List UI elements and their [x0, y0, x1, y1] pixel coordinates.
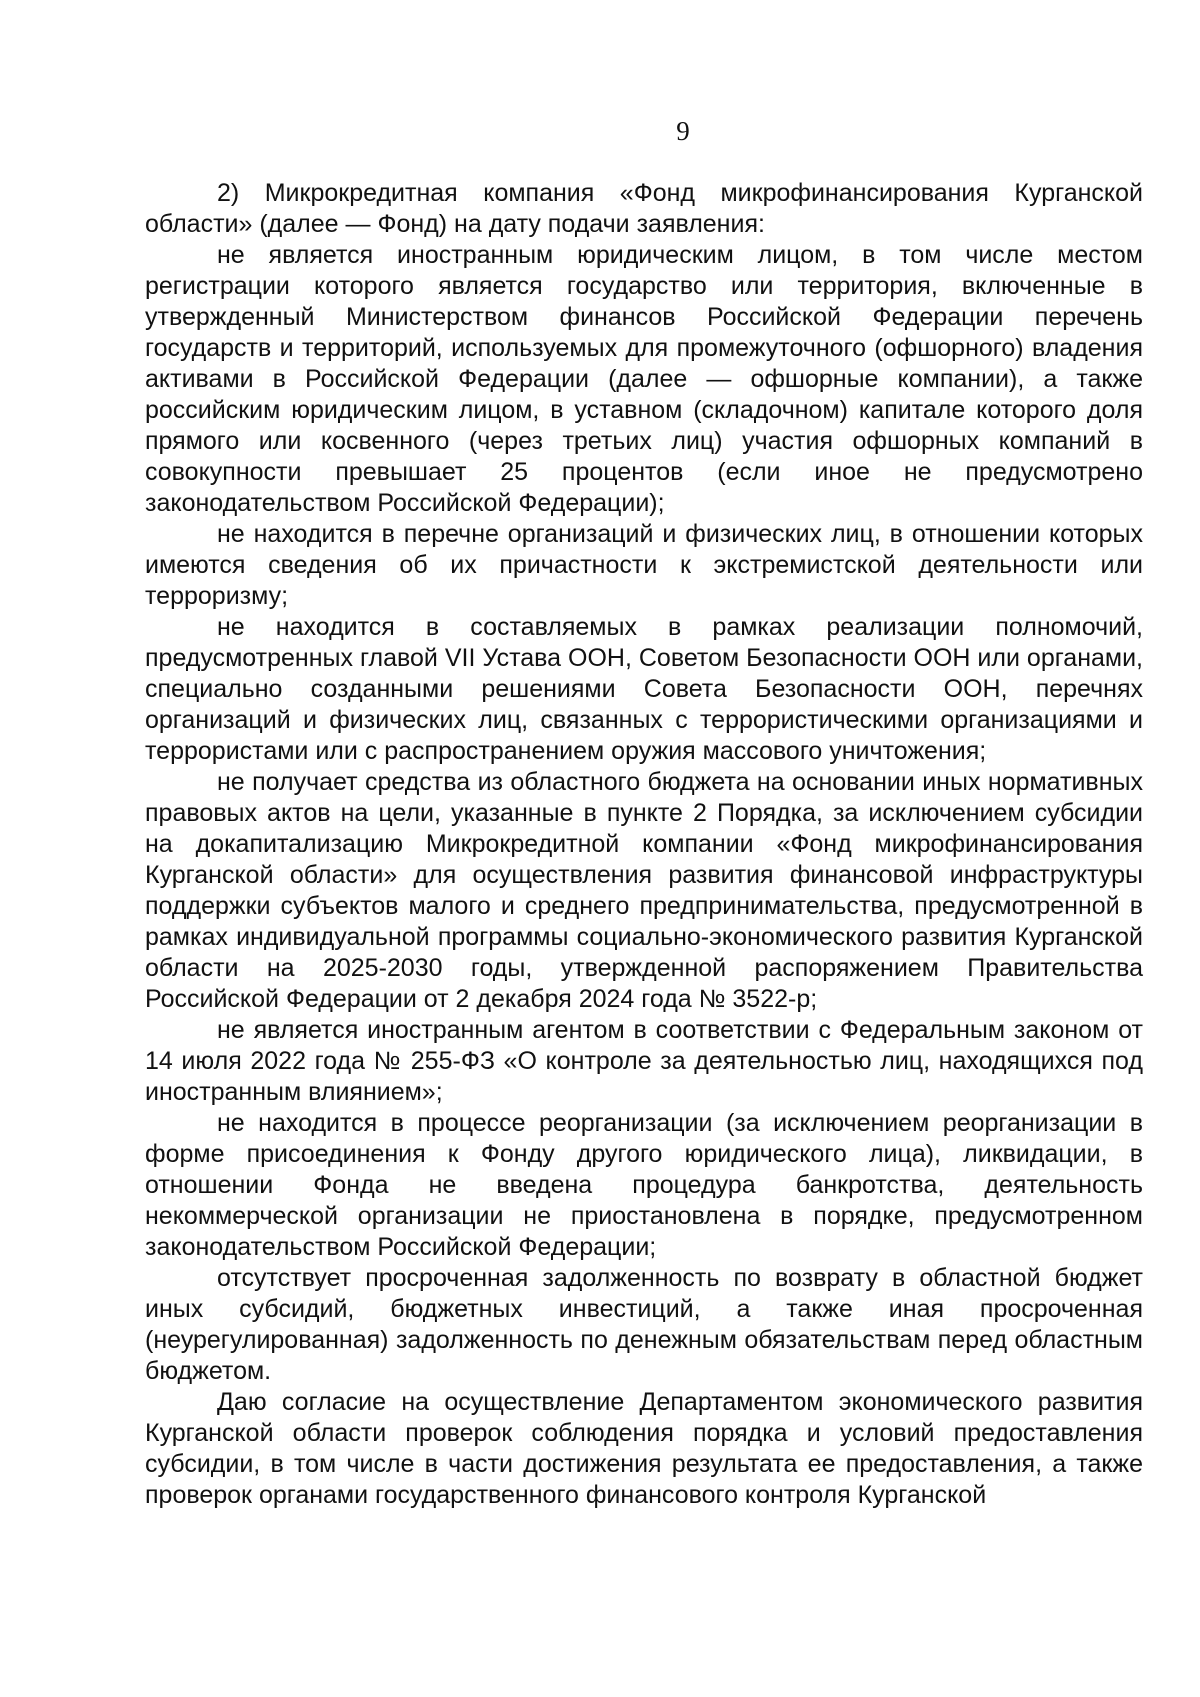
paragraph-offshore: не является иностранным юридическим лицом, в том числе местом регистрации которого является государство или территория, включенные в утвержденный Министерством финансов Российской Федерации перечень государств и территорий, используемых для промежуточного (офшорного) владения активами в Российской Федерации (далее — офшорные компании), а также российским юридическим лицом, в уставном (складочном) капитале которого доля прямого или косвенного (через третьих лиц) участия офшорных компаний в совокупности превышает 25 процентов (если иное не предусмотрено законодательством Российской Федерации);	[145, 241, 1143, 517]
paragraph-fund-status-intro: 2) Микрокредитная компания «Фонд микрофинансирования Курганской области» (далее — Фонд) на дату подачи заявления:	[145, 179, 1143, 238]
paragraph-extremism-list: не находится в перечне организаций и физических лиц, в отношении которых имеются сведения об их причастности к экстремистской деятельности или терроризму;	[145, 520, 1143, 610]
paragraph-reorganization: не находится в процессе реорганизации (за исключением реорганизации в форме присоединения к Фонду другого юридического лица), ликвидации, в отношении Фонда не введена процедура банкротства, деятельность некоммерческой организации не приостановлена в порядке, предусмотренном законодательством Российской Федерации;	[145, 1109, 1143, 1261]
page-number: 9	[676, 116, 690, 146]
paragraph-overdue-debt: отсутствует просроченная задолженность по возврату в областной бюджет иных субсидий, бюджетных инвестиций, а также иная просроченная (неурегулированная) задолженность по денежным обязательствам перед областным бюджетом.	[145, 1264, 1143, 1385]
paragraph-foreign-agent: не является иностранным агентом в соответствии с Федеральным законом от 14 июля 2022 года № 255-ФЗ «О контроле за деятельностью лиц, находящихся под иностранным влиянием»;	[145, 1016, 1143, 1106]
paragraph-un-sanctions-list: не находится в составляемых в рамках реализации полномочий, предусмотренных главой VII Устава ООН, Советом Безопасности ООН или органами, специально созданными решениями Совета Безопасности ООН, перечнях организаций и физических лиц, связанных с террористическими организациями и террористами или с распространением оружия массового уничтожения;	[145, 613, 1143, 765]
document-body	[145, 178, 1143, 1511]
paragraph-consent: Даю согласие на осуществление Департаментом экономического развития Курганской области проверок соблюдения порядка и условий предоставления субсидии, в том числе в части достижения результата ее предоставления, а также проверок органами государственного финансового контроля Курганской	[145, 1388, 1143, 1509]
paragraph-budget-funds: не получает средства из областного бюджета на основании иных нормативных правовых актов на цели, указанные в пункте 2 Порядка, за исключением субсидии на докапитализацию Микрокредитной компании «Фонд микрофинансирования Курганской области» для осуществления развития финансовой инфраструктуры поддержки субъектов малого и среднего предпринимательства, предусмотренной в рамках индивидуальной программы социально-экономического развития Курганской области на 2025-2030 годы, утвержденной распоряжением Правительства Российской Федерации от 2 декабря 2024 года № 3522-р;	[145, 768, 1143, 1013]
